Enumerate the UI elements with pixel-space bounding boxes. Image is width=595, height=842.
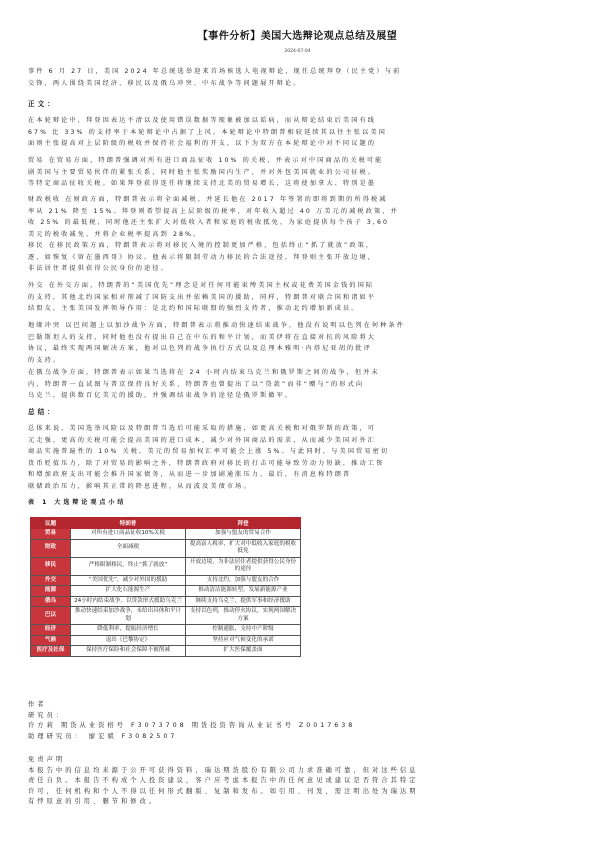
topic-cell: 医疗及社保 <box>31 646 71 657</box>
trump-cell: 全面减税 <box>71 539 186 557</box>
topic-cell: 移民 <box>31 557 71 575</box>
fiscal-line: 财政税收 在财政方面，特朗普表示将全面减税，并延长他在 2017 年签署的即将到期的所得税减 <box>28 196 388 203</box>
body-heading: 正文： <box>28 100 57 108</box>
table-header-row <box>31 518 301 529</box>
diplomacy-line: 结盟友，主张美国发挥领导作用：是北约和国际联盟的强烈支持者，推动北约增加新成员。 <box>28 305 360 312</box>
biden-cell: 推动清洁能源转型，发展新能源产业 <box>186 586 301 597</box>
diplomacy-paragraph <box>28 280 568 315</box>
geo-line: 地缘冲突 以巴问题上以加沙战争方面，特朗普表示将推动快速结束战争，他没有说明以色列在何种条件 <box>28 322 406 329</box>
topic-cell: 贸易 <box>31 529 71 540</box>
geo-line: 的支持。 <box>28 356 62 364</box>
debate-line: 67% 比 33% 的支持率于本轮辩论中占据了上风。本轮辩论中特朗普相较延续其以往主张以美国 <box>28 128 387 136</box>
summary-heading: 总结： <box>28 408 57 416</box>
biden-cell: 加强与盟友的贸易合作 <box>186 529 301 540</box>
biden-cell: 提高富人税率，扩大对中低收入家庭的税收抵免 <box>186 539 301 557</box>
topic-cell: 能源 <box>31 586 71 597</box>
biden-cell: 继续支持乌克兰，提供军事和经济援助 <box>186 596 301 607</box>
table-body <box>31 529 301 657</box>
trade-paragraph <box>28 155 568 190</box>
fiscal-line: 美元的税收减免，并将企业税率提高到 28%。 <box>28 230 202 238</box>
trump-cell: “美国优先”，减少对外国的援助 <box>71 575 186 586</box>
authors-label: 作者 <box>28 701 47 708</box>
trade-line: 等特定商品征收关税。如果拜登获得连任将继续支持北美的贸易增长，这将使加拿大、特别是墨 <box>28 180 377 187</box>
trump-cell: 严格限制移民，终止“抓了就放” <box>71 557 186 575</box>
trump-cell: 退出《巴黎协定》 <box>71 635 186 646</box>
table-row <box>31 557 301 575</box>
trump-cell: 降低利率，提振经济增长 <box>71 625 186 636</box>
summary-line: 元走强，更高的关税可能会提高美国的进口成本，减少对外国商品的需求，从而减少美国对外汇 <box>28 436 377 444</box>
disclaimer-line: 本报告中的信息均来源于公开可获得资料，瑞达期货股份有限公司力求准确可靠，但对这些信息 <box>28 766 419 774</box>
summary-line: 总体来说，美国选举风险以及特朗普当选后可能采取的措施，如更高关税和对俄罗斯的政策，可 <box>28 425 377 432</box>
trump-cell: 对所有进口商品征收10%关税 <box>71 529 186 540</box>
biden-cell: 控制通胀，支持中产阶级 <box>186 625 301 636</box>
trump-cell: 保持医疗保险和社会保障不被削减 <box>71 646 186 657</box>
ukraine-line: 内，特朗普一直试图与普京保持良好关系，特朗普也曾提出了以“贷款”而非“赠与”的形式向 <box>28 380 365 388</box>
table-row <box>31 596 301 607</box>
summary-line: 货币贬值压力，除了对贸易的影响之外，特朗普政府对移民的打击可能导致劳动力短缺，推动工资 <box>28 459 385 467</box>
authors-block <box>28 700 355 742</box>
disclaimer-heading: 免责声明 <box>28 756 66 763</box>
trade-line: 贸易 在贸易方面，特朗普强调对所有进口商品征收 10% 的关税，并表示对中国商品的关税可能 <box>28 157 384 164</box>
report-title: 【事件分析】美国大选辩论观点总结及展望 <box>197 31 398 42</box>
table-header-cell: 议题 <box>31 518 71 529</box>
biden-cell: 开放边境，为非法居住者提供获得公民身份的途径 <box>186 557 301 575</box>
topic-cell: 外交 <box>31 575 71 586</box>
trade-line: 剧美国与主要贸易伙伴的紧张关系，同时他主张奖励国内生产，并对外包美国就业的公司征税。 <box>28 168 377 176</box>
topic-cell: 经济 <box>31 625 71 636</box>
trump-cell: 扩大化石能源生产 <box>71 586 186 597</box>
diplomacy-line: 外交 在外交方面，特朗普的“美国优先”理念是对任何可能束缚美国主权或花费美国金钱的国际 <box>28 282 375 289</box>
ukraine-line: 乌克兰，提供数百亿美元的援助，并强调结束战争的途径是俄罗斯撤军。 <box>28 392 294 399</box>
intro-line: 交锋，两人围绕美国经济、移民以及俄乌冲突、中东战争等问题展开辩论。 <box>28 79 302 87</box>
table-row <box>31 529 301 540</box>
disclaimer-line: 责任自负。本报告不构成个人投资建议，客户应考虑本报告中的任何意见或建议是否符合其特定 <box>28 777 419 784</box>
biden-cell: 支持北约，加强与盟友的合作 <box>186 575 301 586</box>
fiscal-line: 收 25% 的最低税，同时他还主张扩大对低收入者和家庭的税收抵免，为家庭提供每个孩子 3,60 <box>28 219 390 226</box>
topic-cell: 气候 <box>31 635 71 646</box>
report-date: 2024-07-04 <box>284 49 311 54</box>
ukraine-line: 在俄乌战争方面，特朗普表示如果当选将在 24 小时内结束乌克兰和俄罗斯之间的战争，但并未 <box>28 369 380 376</box>
topic-cell: 俄乌 <box>31 596 71 607</box>
summary-line: 商品实施普遍性的 10% 关税，美元的贸易加权汇率可能会上涨 5%。与此同时，与美国贸易密切 <box>28 448 390 455</box>
trump-cell: 24小时内结束战争，以贷款形式援助乌克兰 <box>71 596 186 607</box>
table-row <box>31 575 301 586</box>
table-caption: 表 1 大选辩论观点小结 <box>28 499 127 506</box>
geo-line: 协议，最终实现两国解决方案，他对以色列的战争执行方式以及总理本雅明·内塔尼亚胡的批评 <box>28 345 372 352</box>
fiscal-paragraph <box>28 194 568 240</box>
researcher-label: 研究员： <box>28 711 66 719</box>
table-row <box>31 586 301 597</box>
disclaimer-line: 有悖原意的引用、删节和修改。 <box>28 798 159 805</box>
geo-paragraph <box>28 320 568 366</box>
migration-paragraph <box>28 240 568 275</box>
fiscal-line: 率从 21% 降至 15%。拜登则希望提高上层阶级的税率，对年收入超过 40 万美元的减税政策，并 <box>28 207 399 215</box>
biden-cell: 扩大医保覆盖面 <box>186 646 301 657</box>
table-row <box>31 539 301 557</box>
table-row <box>31 646 301 657</box>
summary-line: 和增加政府支出可能会推升国家债务，从而进一步加剧通胀压力，最后，有消息称特朗普 <box>28 471 352 478</box>
researcher-info: 许方莉 期货从业资格号 F3073708 期货投资咨询从业证书号 Z0017638 <box>28 722 356 729</box>
debate-line: 在本轮辩论中，拜登因表达不清以及使用错误数据等现象被加以诟病，而从辩论结束后美国有线 <box>28 117 377 124</box>
topic-cell: 巴以 <box>31 607 71 625</box>
geo-line: 巴勒斯坦人的支持，同时他也没有提出自己在中东的和平计划，而美伊将在直接对抗的风险将大 <box>28 333 377 341</box>
biden-cell: 坚持应对气候变化的承诺 <box>186 635 301 646</box>
debate-summary-table <box>30 517 301 657</box>
summary-paragraph <box>28 423 568 492</box>
migration-line: 移民 在移民政策方面，特朗普表示将对移民入境的控制更加严格，包括终止“抓了就放”政策， <box>28 242 375 249</box>
biden-cell: 支持以色列，推动停火协议，实现两国解决方案 <box>186 607 301 625</box>
table-header-cell: 拜登 <box>186 518 301 529</box>
table-header-cell: 特朗普 <box>71 518 186 529</box>
disclaimer-block <box>28 755 418 808</box>
intro-paragraph <box>28 66 568 89</box>
trump-cell: 推动快速结束加沙战争，未给出具体和平计划 <box>71 607 186 625</box>
table-row <box>31 607 301 625</box>
ukraine-paragraph <box>28 367 568 402</box>
debate-paragraph <box>28 115 568 150</box>
debate-line: 面则主张提高对上层阶级的税收并保持社会福利的开支，以下为双方在本轮辩论中对不同议题的 <box>28 140 377 147</box>
disclaimer-line: 许可，任何机构和个人不得以任何形式翻版、复制和发布。如引用、刊发，需注明出处为瑞达期 <box>28 787 419 795</box>
diplomacy-line: 的支持，其他北约国家相对削减了国防支出并依赖美国的援助，同样，特朗普对联合国和诸如平 <box>28 293 377 301</box>
migration-line: 非法居住者提供获得公民身份的途径。 <box>28 265 169 272</box>
intro-line: 事件 6 月 27 日，美国 2024 年总统选举迎来首场候选人电视辩论，现任总统拜登（民主党）与前 <box>28 68 402 75</box>
summary-line: 联储政治压力，影响其正常的降息进程，从而波及美债市场。 <box>28 482 252 490</box>
table-row <box>31 625 301 636</box>
migration-line: 逐，如恢复《留在墨西哥》协议。他表示将限制劳动力移民的合法途径，拜登则主张开放边境， <box>28 253 377 261</box>
topic-cell: 财政 <box>31 539 71 557</box>
assistant-info: 助理研究员： 廖宏斌 F3082507 <box>28 732 178 740</box>
table-row <box>31 635 301 646</box>
